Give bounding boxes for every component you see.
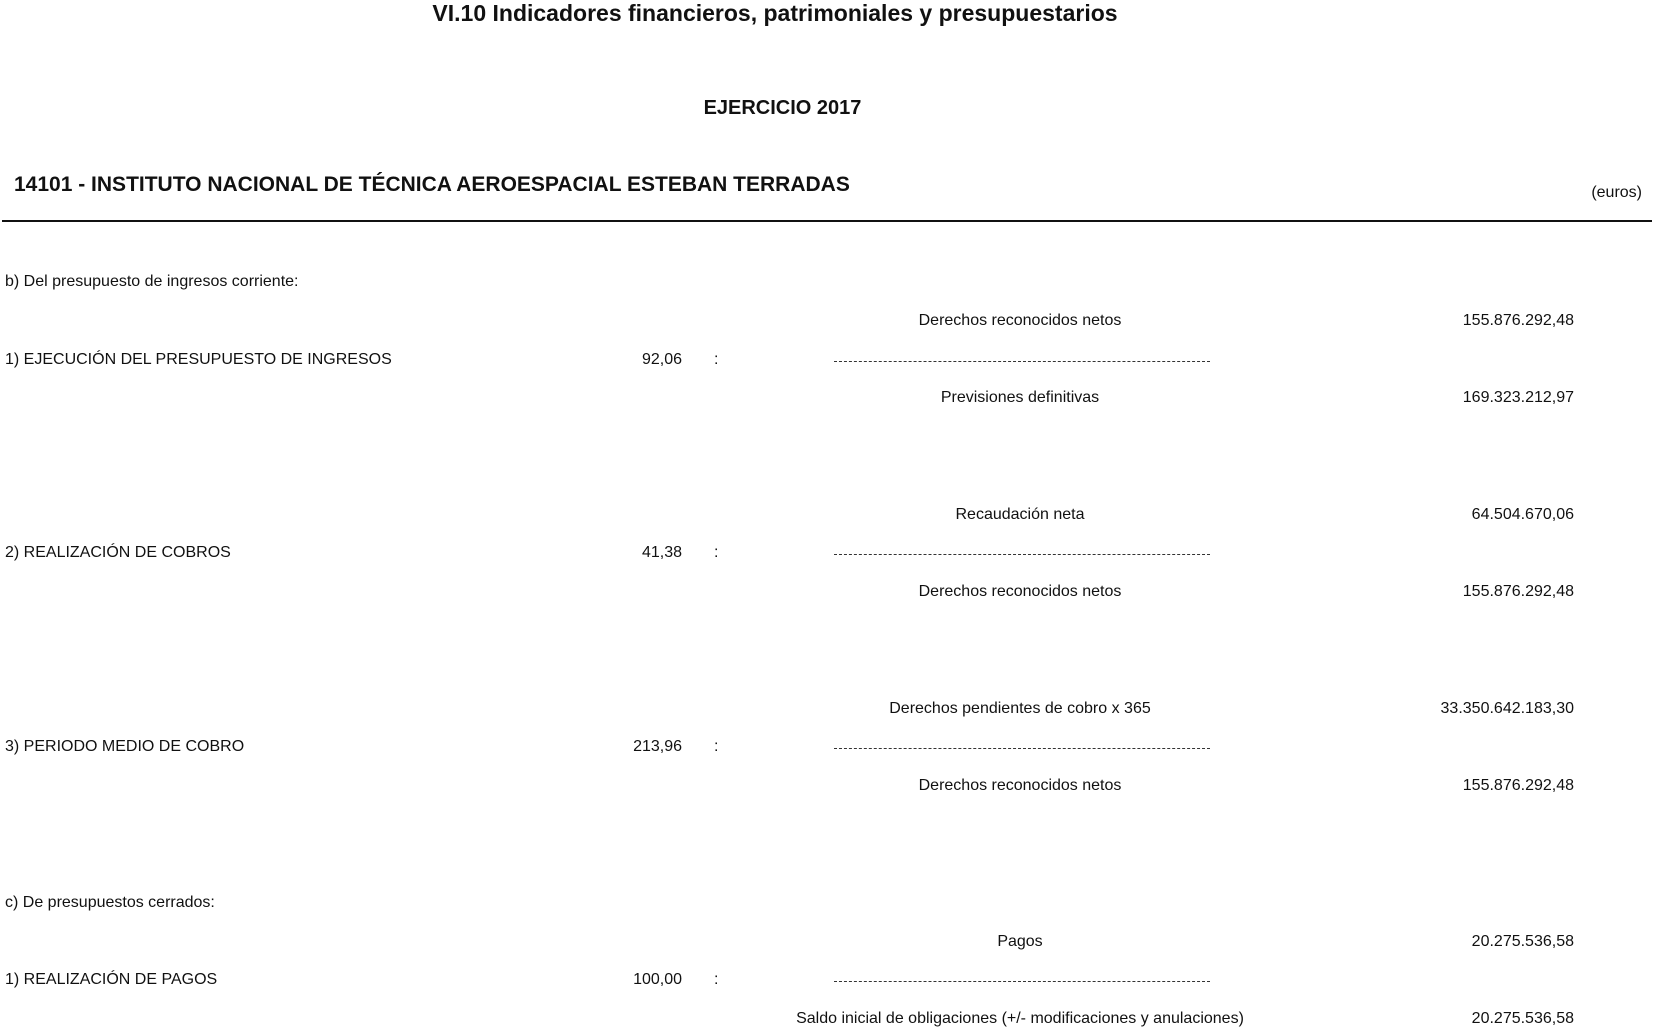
- page-title: VI.10 Indicadores financieros, patrimoniales y presupuestarios: [432, 0, 1118, 26]
- indicator-colon: :: [714, 544, 719, 561]
- fraction-divider: [834, 748, 1210, 749]
- numerator-value: 33.350.642.183,30: [1440, 700, 1574, 717]
- header-divider: [2, 220, 1652, 222]
- denominator-value: 20.275.536,58: [1471, 1010, 1574, 1027]
- numerator-label: Pagos: [997, 933, 1043, 950]
- numerator-label: Derechos reconocidos netos: [918, 312, 1122, 329]
- section-heading-c: c) De presupuestos cerrados:: [5, 894, 215, 911]
- indicator-colon: :: [714, 738, 719, 755]
- denominator-label: Derechos reconocidos netos: [918, 583, 1122, 600]
- fraction-divider: [834, 981, 1210, 982]
- indicator-label: 3) PERIODO MEDIO DE COBRO: [5, 738, 245, 755]
- indicator-value: 213,96: [633, 738, 682, 755]
- numerator-label: Derechos pendientes de cobro x 365: [889, 700, 1151, 717]
- indicator-label: 2) REALIZACIÓN DE COBROS: [5, 544, 231, 561]
- indicator-label: 1) REALIZACIÓN DE PAGOS: [5, 971, 218, 988]
- numerator-value: 20.275.536,58: [1471, 933, 1574, 950]
- indicator-colon: :: [714, 351, 719, 368]
- indicator-value: 92,06: [641, 351, 682, 368]
- denominator-value: 169.323.212,97: [1462, 389, 1574, 406]
- numerator-value: 64.504.670,06: [1471, 506, 1574, 523]
- fraction-divider: [834, 554, 1210, 555]
- section-heading-b: b) Del presupuesto de ingresos corriente:: [5, 273, 299, 290]
- indicator-label: 1) EJECUCIÓN DEL PRESUPUESTO DE INGRESOS: [5, 351, 392, 368]
- indicator-colon: :: [714, 971, 719, 988]
- exercise-year: EJERCICIO 2017: [703, 97, 862, 119]
- indicator-value: 41,38: [641, 544, 682, 561]
- indicator-value: 100,00: [633, 971, 682, 988]
- denominator-label: Previsiones definitivas: [940, 389, 1100, 406]
- numerator-value: 155.876.292,48: [1462, 312, 1574, 329]
- fraction-divider: [834, 361, 1210, 362]
- denominator-value: 155.876.292,48: [1462, 583, 1574, 600]
- denominator-label: Derechos reconocidos netos: [918, 777, 1122, 794]
- entity-name: 14101 - INSTITUTO NACIONAL DE TÉCNICA AEROESPACIAL ESTEBAN TERRADAS: [14, 173, 850, 196]
- denominator-label: Saldo inicial de obligaciones (+/- modificaciones y anulaciones): [796, 1010, 1244, 1027]
- units-label: (euros): [1591, 184, 1642, 201]
- numerator-label: Recaudación neta: [955, 506, 1085, 523]
- denominator-value: 155.876.292,48: [1462, 777, 1574, 794]
